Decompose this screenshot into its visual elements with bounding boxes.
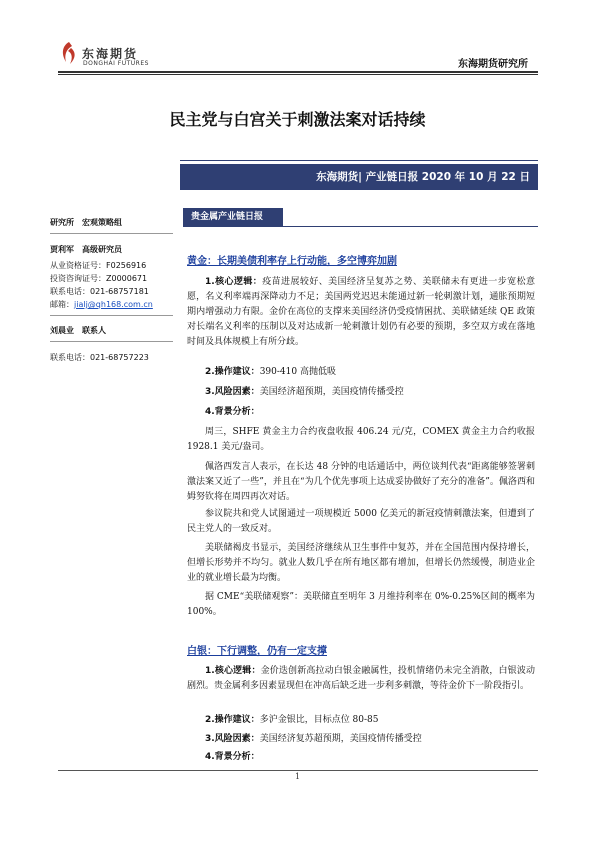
sidebar-divider-3	[50, 341, 173, 342]
section-tag: 贵金属产业链日报	[183, 208, 283, 226]
gold-risk-text: 美国经济超预期，美国疫情传播受控	[259, 387, 404, 397]
silver-risk-label: 3.风险因素：	[205, 734, 260, 744]
silver-heading: 白银：下行调整，仍有一定支撑	[187, 646, 327, 657]
org-name: 东海期货研究所	[458, 59, 528, 70]
gold-bg-label: 4.背景分析：	[205, 407, 260, 417]
silver-advice-text: 多沪金银比，目标点位 80-85	[259, 715, 379, 725]
gold-logic-label: 1.核心逻辑：	[205, 277, 263, 287]
gold-advice-text: 390-410 高抛低吸	[259, 367, 336, 377]
gold-bg-p5: 据 CME“美联储观察”：美联储直至明年 3 月维持利率在 0%-0.25%区间的概率为 100%。	[187, 592, 535, 617]
gold-logic-text: 疫苗进展较好、美国经济呈复苏之势、美联储未有更进一步宽松意愿，名义利率端再深降动力不足；美国两党迟迟未能通过新一轮刺激计划，通胀预期短期内增强动力有限。金价在高位的支撑来美国经济仍受疫情困扰、美联储延续 QE 政策对长端名义利率的压制以及对达成新一轮刺激计划仍有必要的预期，多空双方或在落地时间及具体规模上有所分歧。	[187, 277, 535, 347]
gold-bg-heading	[205, 405, 260, 420]
page-number: 1	[294, 772, 301, 781]
analyst2-name: 刘晨业 联系人	[50, 326, 106, 335]
silver-bg-heading	[205, 750, 260, 765]
analyst1-email-row	[50, 299, 153, 310]
gold-risk-label: 3.风险因素：	[205, 387, 260, 397]
report-banner: 东海期货| 产业链日报 2020 年 10 月 22 日	[180, 164, 538, 190]
sidebar-divider-2	[50, 315, 173, 316]
company-logo	[58, 40, 208, 70]
analyst1-email-link[interactable]: jialj@qh168.com.cn	[74, 300, 153, 309]
silver-logic	[187, 664, 535, 694]
analyst1-phone: 联系电话：021-68757181	[50, 287, 149, 296]
gold-bg-p3: 参议院共和党人试图通过一项规模近 5000 亿美元的新冠疫情刺激法案，但遭到了民主党人的一致反对。	[187, 509, 535, 534]
logo-en-text: DONGHAI FUTURES	[83, 60, 149, 67]
logo-mark-icon	[58, 40, 80, 66]
silver-risk	[205, 732, 422, 747]
silver-advice	[205, 713, 379, 728]
gold-logic	[187, 275, 535, 350]
silver-advice-label: 2.操作建议：	[205, 715, 260, 725]
footer-divider	[58, 770, 538, 771]
section-tag-rule	[183, 226, 538, 227]
sidebar-divider	[50, 233, 173, 234]
silver-logic-text: 金价迭创新高拉动白银金融属性，投机情绪仍未完全消散，白银波动剧烈。贵金属利多因素显现但在冲高后缺乏进一步利多刺激，等待金价下一阶段指引。	[187, 666, 535, 691]
header-divider	[58, 71, 538, 73]
header-divider-thin	[58, 74, 538, 75]
gold-heading: 黄金：长期美债利率存上行动能，多空博弈加剧	[187, 256, 397, 267]
banner-top-rule	[180, 160, 538, 161]
analyst1-cert: 从业资格证号：F0256916	[50, 261, 147, 270]
gold-bg-p1: 周三，SHFE 黄金主力合约夜盘收报 406.24 元/克，COMEX 黄金主力合约收报 1928.1 美元/盎司。	[187, 427, 535, 452]
document-title: 民主党与白宫关于刺激法案对话持续	[169, 110, 426, 129]
silver-risk-text: 美国经济复苏超预期，美国疫情传播受控	[259, 734, 422, 744]
gold-advice	[205, 365, 336, 380]
gold-advice-label: 2.操作建议：	[205, 367, 260, 377]
silver-bg-label: 4.背景分析：	[205, 752, 260, 762]
analyst1-consult: 投资咨询证号：Z0000671	[50, 274, 148, 283]
sidebar-dept: 研究所 宏观策略组	[50, 218, 122, 227]
gold-bg-p4: 美联储褐皮书显示，美国经济继续从卫生事件中复苏，并在全国范围内保持增长，但增长形势并不均匀。就业人数几乎在所有地区都有增加，但增长仍然缓慢，制造业企业的就业增长最为均衡。	[187, 543, 535, 583]
gold-risk	[205, 385, 404, 400]
email-label: 邮箱：	[50, 300, 74, 309]
analyst1-name: 贾利军 高级研究员	[50, 245, 122, 254]
silver-logic-label: 1.核心逻辑：	[205, 666, 261, 676]
analyst2-phone: 联系电话：021-68757223	[50, 353, 149, 362]
logo-cn-text: 东海期货	[82, 47, 139, 61]
gold-bg-p2: 佩洛西发言人表示，在长达 48 分钟的电话通话中，两位谈判代表“距离能够签署刺激法案又近了一些”，并且在“为几个优先事项上达成妥协做好了充分的准备”。佩洛西和姆努钦将在周四再次对话。	[187, 462, 535, 502]
